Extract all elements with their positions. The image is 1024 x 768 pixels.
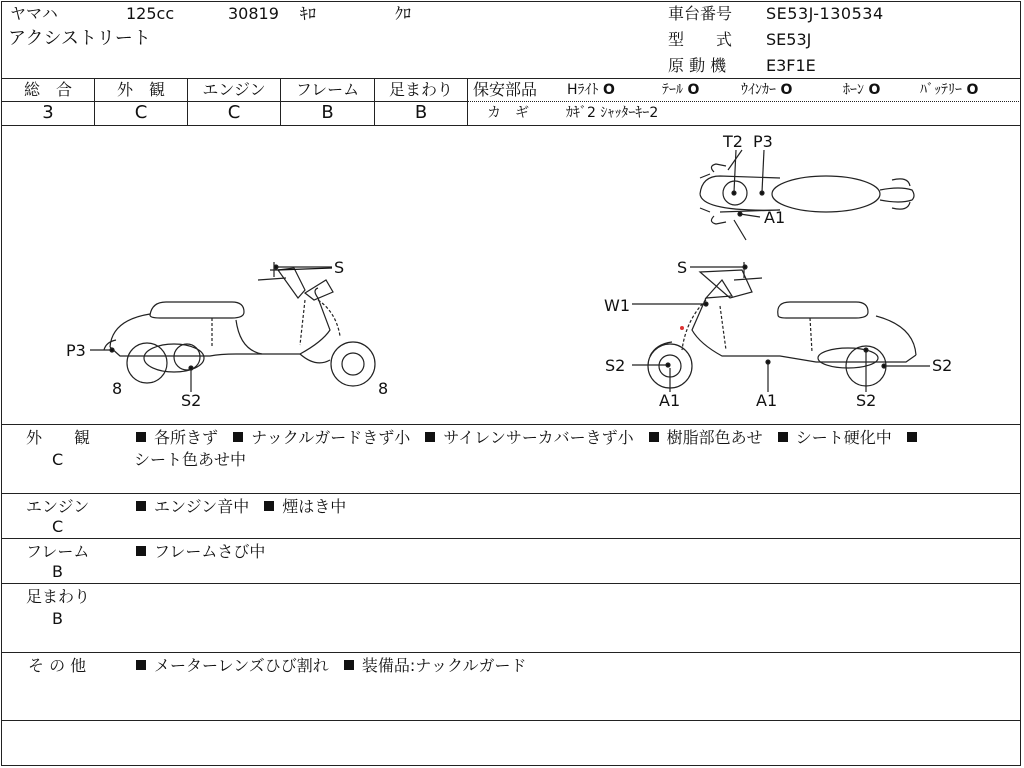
section-exterior-extra: シート色あせ中 [134,450,247,469]
diag-label-s-left: S [334,258,345,277]
scooter-right-side-view [648,262,916,388]
ok-mark-icon: O [966,82,979,98]
safety-item-battery: ﾊﾞｯﾃﾘｰ O [920,82,979,98]
grade-header-overall: 総 合 [23,80,72,99]
maker: ヤマハ [10,4,58,23]
model-type-label: 型 式 [668,30,733,49]
ok-mark-icon: O [868,82,881,98]
key-value: ｶｷﾞ2 ｼｬｯﾀｰｷｰ2 [566,105,659,121]
scooter-top-view [700,150,914,240]
comment-item: 樹脂部色あせ [666,428,763,447]
mileage-unit: ｷﾛ [300,4,317,23]
bullet-icon [344,660,354,670]
bullet-icon [778,432,788,442]
grade-value-frame: B [321,102,334,123]
ok-mark-icon: O [687,82,700,98]
grade-header-exterior: 外 観 [116,80,165,99]
comment-item: 各所きず [154,428,219,447]
diag-label-p3-left: P3 [66,341,86,360]
safety-item-tail: ﾃｰﾙ O [662,82,700,98]
diag-label-s2-muffler: S2 [932,356,953,375]
diag-label-s2-rear: S2 [856,391,877,410]
section-suspension-grade: B [52,609,63,628]
grade-value-overall: 3 [42,102,54,123]
section-exterior-comments [136,428,925,448]
grade-value-engine: C [227,102,241,123]
bullet-icon [136,501,146,511]
comment-item: エンジン音中 [154,497,250,516]
grade-value-exterior: C [134,102,148,123]
model-name: アクシストリート [8,28,151,49]
diag-label-s2-left: S2 [181,391,202,410]
comment-item: ナックルガードきず小 [251,428,411,447]
diag-label-a1-body: A1 [756,391,778,410]
section-engine-grade: C [52,517,64,536]
displacement: 125cc [126,4,175,23]
bullet-icon [136,660,146,670]
safety-parts-label: 保安部品 [473,80,538,99]
section-exterior-title: 外 観 [26,428,91,447]
grade-header-suspension: 足まわり [388,80,453,99]
section-frame-title: フレーム [26,542,90,561]
comment-item: 煙はき中 [282,497,347,516]
section-frame-comments [136,542,275,562]
section-engine-comments [136,497,356,517]
section-other-title: そ の 他 [28,656,87,675]
frame-number-value: SE53J-130534 [766,4,884,23]
bullet-icon [649,432,659,442]
section-other-comments [136,656,537,676]
section-frame-grade: B [52,562,63,581]
diag-label-a1-top: A1 [764,208,786,227]
comment-item: シート硬化中 [795,428,892,447]
bullet-icon [264,501,274,511]
diag-label-t2: T2 [723,132,743,151]
model-type-value: SE53J [766,30,812,49]
section-exterior-grade: C [52,450,64,469]
comment-item: 装備品:ナックルガード [361,656,527,675]
engine-model-value: E3F1E [766,56,816,75]
diag-label-8-rear: 8 [378,379,389,398]
color: ｸﾛ [395,4,412,23]
grade-header-frame: フレーム [295,80,360,99]
grade-header-engine: エンジン [202,80,266,99]
diag-label-s-right: S [677,258,688,277]
ok-mark-icon: O [780,82,793,98]
bullet-icon [907,432,917,442]
section-suspension-title: 足まわり [26,587,91,606]
mileage: 30819 [228,4,279,23]
bullet-icon [233,432,243,442]
bullet-icon [136,546,146,556]
safety-item-winker: ｳｲﾝｶｰ O [741,82,793,98]
ok-mark-icon: O [602,82,615,98]
diag-label-w1: W1 [604,296,630,315]
comment-item: メーターレンズひび割れ [154,656,329,675]
damage-diagram [0,126,1022,424]
comment-item: フレームさび中 [154,542,266,561]
scooter-left-side-view [104,262,375,386]
key-label: カ ギ [487,105,529,121]
comment-item: サイレンサーカバーきず小 [443,428,634,447]
engine-model-label: 原 動 機 [668,56,727,75]
bullet-icon [425,432,435,442]
diag-label-a1-wheel: A1 [659,391,681,410]
grade-value-suspension: B [414,102,428,123]
bullet-icon [136,432,146,442]
section-engine-title: エンジン [26,497,90,516]
diag-label-p3-top: P3 [753,132,773,151]
frame-number-label: 車台番号 [668,4,733,23]
diag-label-8-front: 8 [112,379,123,398]
safety-item-headlight: Hﾗｲﾄ O [567,82,615,98]
safety-item-horn: ﾎｰﾝ O [843,82,881,98]
diag-label-s2-front: S2 [605,356,626,375]
